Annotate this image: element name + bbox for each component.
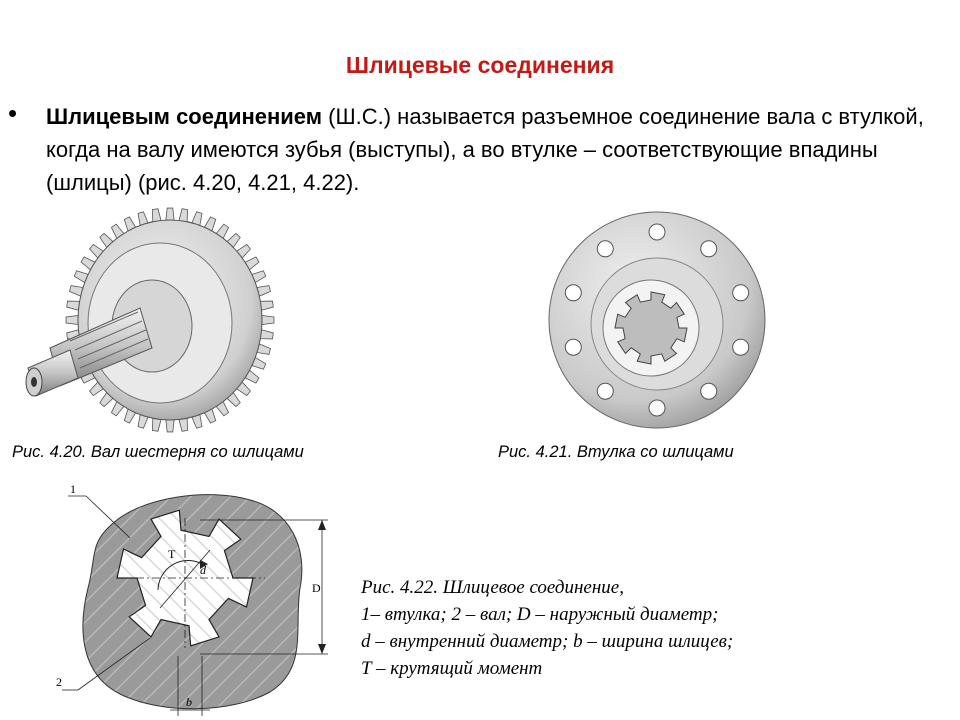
bolt-hole	[565, 339, 581, 355]
fig420-caption: Рис. 4.20. Вал шестерня со шлицами	[12, 443, 304, 461]
definition-text: (Ш.С.) называется разъемное соединение вала с втулкой, когда на валу имеются зубья (выступы), а во втулке – соответствующие впадины (шлицы) (рис. 4.20, 4.21, 4.22).	[46, 104, 924, 195]
fig422-caption-line: 1– втулка; 2 – вал; D – наружный диаметр;	[361, 604, 719, 625]
spline-cross-section-drawing	[50, 478, 350, 720]
gear-tooth	[67, 301, 80, 310]
bolt-hole	[701, 383, 717, 399]
fig422-caption-line: T – крутящий момент	[361, 658, 543, 679]
fig422-caption	[361, 574, 951, 682]
gear-tooth	[260, 301, 273, 310]
label-torque: T	[168, 547, 176, 561]
definition-paragraph	[46, 100, 936, 199]
label-outer-diameter: D	[312, 581, 321, 595]
gear-tooth	[152, 418, 161, 431]
bolt-hole	[597, 383, 613, 399]
gear-shaft-illustration	[20, 198, 280, 438]
bolt-hole	[701, 241, 717, 257]
fig422-caption-line: d – внутренний диаметр; b – ширина шлицев;	[361, 631, 734, 652]
label-inner-diameter: d	[200, 563, 206, 577]
bolt-hole	[649, 224, 665, 240]
gear-tooth	[166, 208, 174, 220]
label-hub-number: 1	[70, 482, 76, 496]
splined-hub-illustration	[545, 208, 770, 433]
bolt-hole	[733, 285, 749, 301]
slide-title: Шлицевые соединения	[345, 52, 615, 78]
bolt-hole	[565, 285, 581, 301]
bolt-hole	[597, 241, 613, 257]
gear-tooth	[179, 209, 188, 222]
label-shaft-number: 2	[56, 675, 62, 689]
gear-tooth	[179, 418, 188, 431]
gear-tooth	[166, 420, 174, 432]
hub-spline-bore	[615, 292, 687, 364]
bolt-hole	[733, 339, 749, 355]
fig421-caption: Рис. 4.21. Втулка со шлицами	[498, 443, 734, 461]
gear-tooth	[262, 316, 274, 325]
bullet-marker: •	[8, 98, 18, 128]
gear-tooth	[260, 330, 273, 339]
label-spline-width: b	[186, 695, 192, 709]
definition-term: Шлицевым соединением	[46, 104, 323, 129]
gear-tooth	[152, 209, 161, 222]
gear-tooth	[66, 316, 78, 325]
bolt-hole	[649, 400, 665, 416]
fig422-caption-line: Рис. 4.22. Шлицевое соединение,	[361, 577, 624, 598]
